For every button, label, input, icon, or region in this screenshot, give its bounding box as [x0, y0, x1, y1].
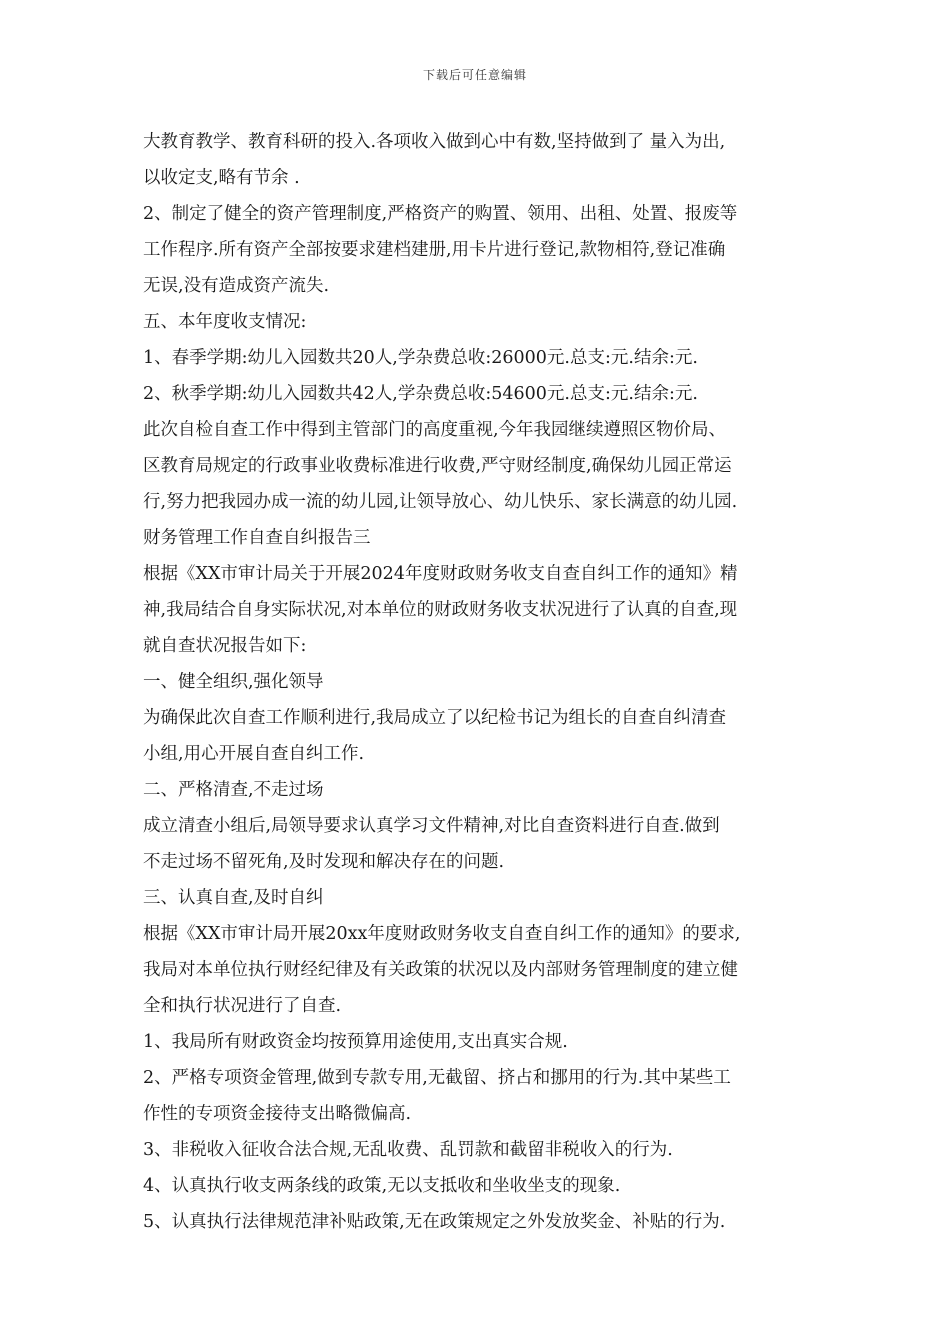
- text-line: 2、严格专项资金管理,做到专款专用,无截留、挤占和挪用的行为.其中某些工: [143, 1068, 731, 1088]
- text-line: 二、严格清查,不走过场: [143, 780, 324, 800]
- text-line: 无误,没有造成资产流失.: [143, 276, 330, 296]
- document-body: [143, 124, 811, 1240]
- text-line: 根据《XX市审计局开展20xx年度财政财务收支自查自纠工作的通知》的要求,: [143, 924, 741, 944]
- text-line: 3、非税收入征收合法合规,无乱收费、乱罚款和截留非税收入的行为.: [143, 1140, 673, 1160]
- text-line: 财务管理工作自查自纠报告三: [143, 528, 371, 548]
- text-line: 4、认真执行收支两条线的政策,无以支抵收和坐收坐支的现象.: [143, 1176, 621, 1196]
- text-line: 1、春季学期:幼儿入园数共20人,学杂费总收:26000元.总支:元.结余:元.: [143, 348, 698, 368]
- text-line: 成立清查小组后,局领导要求认真学习文件精神,对比自查资料进行自查.做到: [143, 816, 720, 836]
- text-line: 行,努力把我园办成一流的幼儿园,让领导放心、幼儿快乐、家长满意的幼儿园.: [143, 492, 738, 512]
- text-line: 工作程序.所有资产全部按要求建档建册,用卡片进行登记,款物相符,登记准确: [143, 240, 726, 260]
- text-line: 5、认真执行法律规范津补贴政策,无在政策规定之外发放奖金、补贴的行为.: [143, 1212, 726, 1232]
- text-line: 五、本年度收支情况:: [143, 312, 307, 332]
- text-line: 2、秋季学期:幼儿入园数共42人,学杂费总收:54600元.总支:元.结余:元.: [143, 384, 698, 404]
- text-line: 小组,用心开展自查自纠工作.: [143, 744, 365, 764]
- text-line: 2、制定了健全的资产管理制度,严格资产的购置、领用、出租、处置、报废等: [143, 204, 738, 224]
- text-line: 神,我局结合自身实际状况,对本单位的财政财务收支状况进行了认真的自查,现: [143, 600, 738, 620]
- page-header: 下载后可任意编辑: [422, 68, 527, 82]
- text-line: 不走过场不留死角,及时发现和解决存在的问题.: [143, 852, 505, 872]
- text-line: 以收定支,略有节余 .: [143, 168, 300, 188]
- text-line: 此次自检自查工作中得到主管部门的高度重视,今年我园继续遵照区物价局、: [143, 420, 727, 440]
- text-line: 全和执行状况进行了自查.: [143, 996, 342, 1016]
- text-line: 我局对本单位执行财经纪律及有关政策的状况以及内部财务管理制度的建立健: [143, 960, 738, 980]
- text-line: 根据《XX市审计局关于开展2024年度财政财务收支自查自纠工作的通知》精: [143, 564, 738, 584]
- text-line: 区教育局规定的行政事业收费标准进行收费,严守财经制度,确保幼儿园正常运: [143, 456, 732, 476]
- text-line: 就自查状况报告如下:: [143, 636, 307, 656]
- text-line: 大教育教学、教育科研的投入.各项收入做到心中有数,坚持做到了 量入为出,: [143, 132, 726, 152]
- text-line: 一、健全组织,强化领导: [143, 672, 324, 692]
- text-line: 作性的专项资金接待支出略微偏高.: [143, 1104, 412, 1124]
- text-line: 为确保此次自查工作顺利进行,我局成立了以纪检书记为组长的自查自纠清查: [143, 708, 727, 728]
- text-line: 1、我局所有财政资金均按预算用途使用,支出真实合规.: [143, 1032, 568, 1052]
- text-line: 三、认真自查,及时自纠: [143, 888, 324, 908]
